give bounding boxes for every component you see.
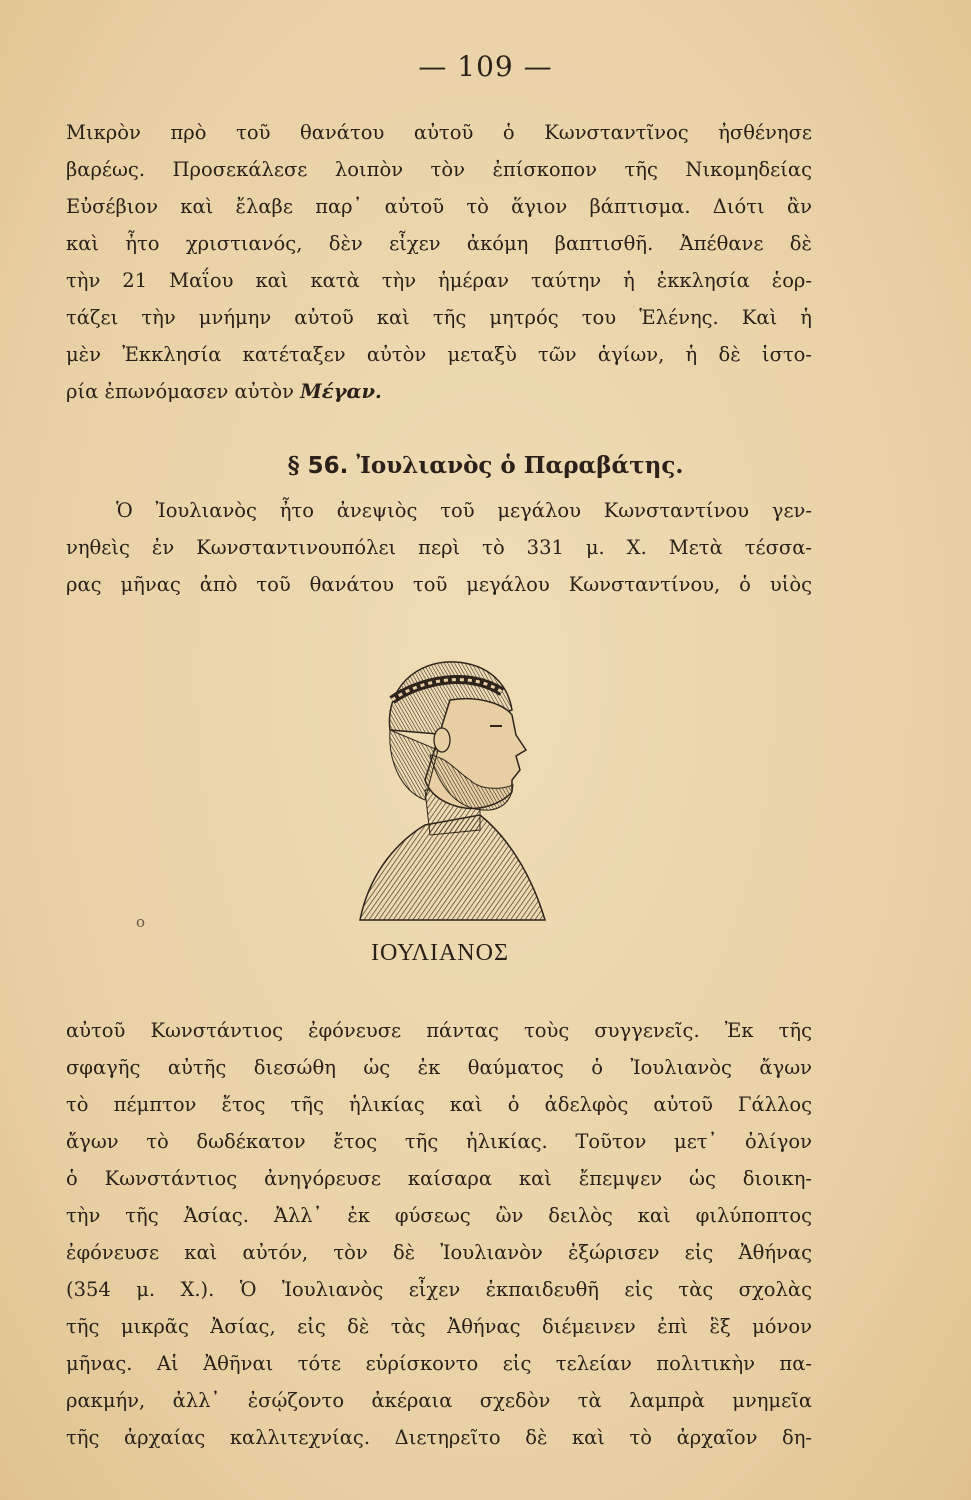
paragraph-3: [66, 1012, 812, 1456]
text-line: αὐτοῦ Κωνστάντιος ἐφόνευσε πάντας τοὺς συγγενεῖς. Ἐκ τῆς: [66, 1019, 812, 1042]
emphasis-text: Μέγαν.: [300, 380, 382, 403]
paragraph-2: [66, 492, 812, 603]
text-line: τῆς ἀρχαίας καλλιτεχνίας. Διετηρεῖτο δὲ καὶ τὸ ἀρχαῖον δη-: [66, 1426, 812, 1449]
text-line: (354 μ. Χ.). Ὁ Ἰουλιανὸς εἶχεν ἐκπαιδευθῆ εἰς τὰς σχολὰς: [66, 1278, 812, 1301]
text-line: τὴν 21 Μαΐου καὶ κατὰ τὴν ἡμέραν ταύτην ἡ ἐκκλησία ἑορ-: [66, 269, 812, 292]
text-line: ρακμήν, ἀλλ᾽ ἐσῴζοντο ἀκέραια σχεδὸν τὰ λαμπρὰ μνημεῖα: [66, 1389, 812, 1412]
text-run: ρία ἐπωνόμασεν αὐτὸν: [66, 380, 301, 403]
stray-mark: ο: [136, 913, 146, 931]
text-line: μῆνας. Αἱ Ἀθῆναι τότε εὑρίσκοντο εἰς τελείαν πολιτικὴν πα-: [66, 1352, 812, 1375]
text-line: βαρέως. Προσεκάλεσε λοιπὸν τὸν ἐπίσκοπον τῆς Νικομηδείας: [66, 158, 812, 181]
text-line: Μικρὸν πρὸ τοῦ θανάτου αὐτοῦ ὁ Κωνσταντῖνος ἠσθένησε: [66, 121, 812, 144]
text-line: Ὁ Ἰουλιανὸς ἦτο ἀνεψιὸς τοῦ μεγάλου Κωνσταντίνου γεν-: [116, 499, 812, 522]
text-line: [66, 373, 812, 410]
text-line: ἄγων τὸ δωδέκατον ἔτος τῆς ἡλικίας. Τοῦτον μετ᾽ ὀλίγον: [66, 1130, 812, 1153]
section-title: Ἰουλιανὸς ὁ Παραβάτης.: [356, 452, 684, 479]
section-number: 56.: [307, 453, 349, 479]
text-line: ὁ Κωνστάντιος ἀνηγόρευσε καίσαρα καὶ ἔπεμψεν ὡς διοικη-: [66, 1167, 812, 1190]
text-line: καὶ ἦτο χριστιανός, δὲν εἶχεν ἀκόμη βαπτισθῆ. Ἀπέθανε δὲ: [66, 232, 812, 255]
text-line: ἐφόνευσε καὶ αὐτόν, τὸν δὲ Ἰουλιανὸν ἐξώρισεν εἰς Ἀθήνας: [66, 1241, 812, 1264]
text-line: ρας μῆνας ἀπὸ τοῦ θανάτου τοῦ μεγάλου Κωνσταντίνου, ὁ υἱὸς: [66, 573, 812, 596]
text-line: Εὐσέβιον καὶ ἔλαβε παρ᾽ αὐτοῦ τὸ ἅγιον βάπτισμα. Διότι ἂν: [66, 195, 812, 218]
engraved-portrait-julian: [330, 640, 560, 925]
page-number: — 109 —: [418, 50, 553, 83]
figure-caption: ΙΟΥΛΙΑΝΟΣ: [371, 940, 509, 966]
paragraph-1: [66, 114, 812, 410]
section-symbol: §: [287, 452, 300, 479]
text-line: μὲν Ἐκκλησία κατέταξεν αὐτὸν μεταξὺ τῶν ἁγίων, ἡ δὲ ἱστο-: [66, 343, 812, 366]
section-heading: [0, 446, 971, 486]
text-line: τὴν τῆς Ἀσίας. Ἀλλ᾽ ἐκ φύσεως ὢν δειλὸς καὶ φιλύποπτος: [66, 1204, 812, 1227]
text-line: νηθεὶς ἐν Κωνσταντινουπόλει περὶ τὸ 331 μ. Χ. Μετὰ τέσσα-: [66, 536, 812, 559]
text-line: τὸ πέμπτον ἔτος τῆς ἡλικίας καὶ ὁ ἀδελφὸς αὐτοῦ Γάλλος: [66, 1093, 812, 1116]
text-line: σφαγῆς αὐτῆς διεσώθη ὡς ἐκ θαύματος ὁ Ἰουλιανὸς ἄγων: [66, 1056, 812, 1079]
text-line: τάζει τὴν μνήμην αὐτοῦ καὶ τῆς μητρός του Ἑλένης. Καὶ ἡ: [66, 306, 812, 329]
text-line: τῆς μικρᾶς Ἀσίας, εἰς δὲ τὰς Ἀθήνας διέμεινεν ἐπὶ ἓξ μόνον: [66, 1315, 812, 1338]
